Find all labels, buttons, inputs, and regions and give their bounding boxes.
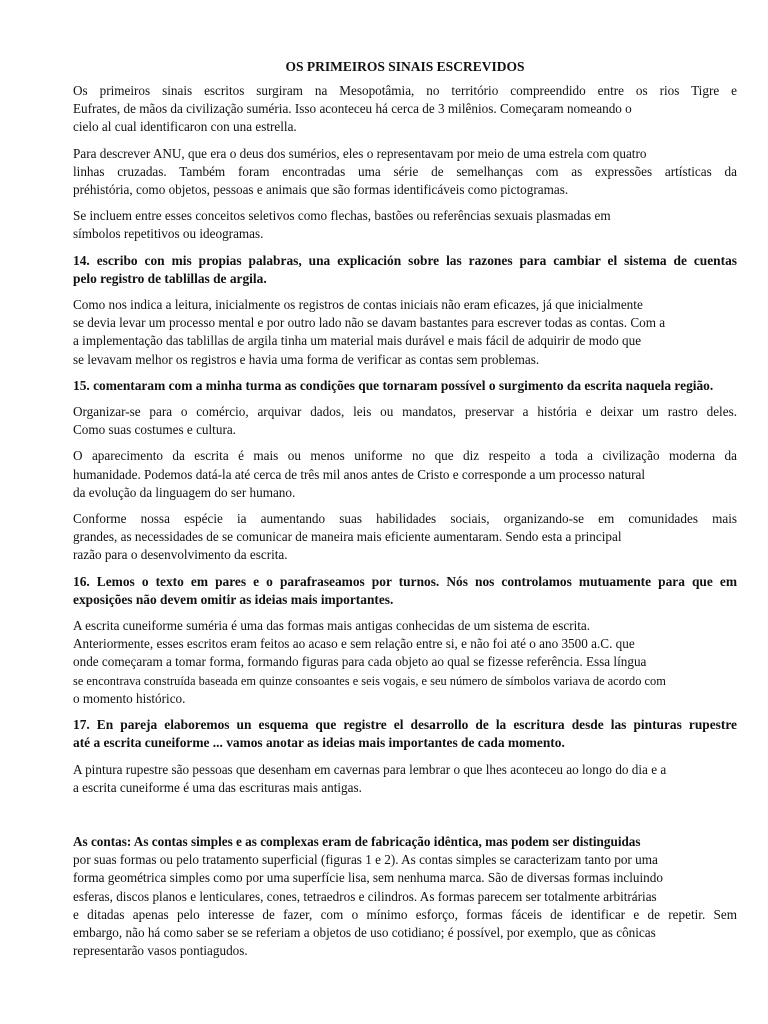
heading-line: 17. En pareja elaboremos un esquema que registre el desarrollo de la escritura desde las pinturas rupestre	[73, 717, 737, 733]
text-line: embargo, não há como saber se se referiam a objetos de uso cotidiano; é possível, por exemplo, que as cônicas	[73, 924, 656, 940]
text-line: da evolução da linguagem do ser humano.	[73, 484, 296, 500]
text-line: Como suas costumes e cultura.	[73, 422, 236, 438]
heading-line: exposições não devem omitir as ideias mais importantes.	[73, 591, 394, 607]
text-line: Para descrever ANU, que era o deus dos sumérios, eles o representavam por meio de uma estrela com quatro	[73, 145, 647, 161]
text-line: Anteriormente, esses escritos eram feitos ao acaso e sem relação entre si, e não foi até o ano 3500 a.C. que	[73, 636, 635, 652]
text-line: Conforme nossa espécie ia aumentando suas habilidades sociais, organizando-se em comunidades mais	[73, 511, 737, 527]
text-line: Organizar-se para o comércio, arquivar dados, leis ou mandatos, preservar a história e deixar um rastro deles.	[73, 404, 737, 420]
answer-17-paragraph	[73, 761, 737, 797]
text-line: Eufrates, de mãos da civilização suméria. Isso aconteceu há cerca de 3 milênios. Começaram nomeando o	[73, 101, 632, 117]
text-line: linhas cruzadas. Também foram encontradas uma série de semelhanças com as expressões artísticas da	[73, 163, 737, 179]
text-line: forma geométrica simples como por uma superfície lisa, sem nenhuma marca. São de diversas formas incluindo	[73, 870, 663, 886]
paragraph-ideograms	[73, 207, 737, 243]
text-line: por suas formas ou pelo tratamento superficial (figuras 1 e 2). As contas simples se caracterizam tanto por uma	[73, 852, 658, 868]
text-line: símbolos repetitivos ou ideogramas.	[73, 226, 264, 242]
text-line: préhistória, como objetos, pessoas e animais que são formas identificáveis como pictogramas.	[73, 182, 569, 198]
document-title: OS PRIMEIROS SINAIS ESCREVIDOS	[285, 59, 525, 74]
text-line: A escrita cuneiforme suméria é uma das formas mais antigas conhecidas de um sistema de escrita.	[73, 618, 591, 634]
text-line: e ditadas apenas pelo interesse de fazer, com o mínimo esforço, formas fáceis de identificar e de repetir. Sem	[73, 906, 737, 922]
text-line: se encontrava construída baseada em quinze consoantes e seis vogais, e seu número de símbolos variava de acordo com	[73, 673, 666, 688]
text-line: a escrita cuneiforme é uma das escrituras mais antigas.	[73, 779, 362, 795]
answer-15-paragraph-3	[73, 510, 737, 565]
text-line: esferas, discos planos e lenticulares, cones, tetraedros e cilindros. As formas parecem ser totalmente arbitrárias	[73, 888, 657, 904]
text-line: se devia levar um processo mental e por outro lado não se davam bastantes para escrever todas as contas. Com a	[73, 315, 666, 331]
heading-line: 16. Lemos o texto em pares e o parafraseamos por turnos. Nós nos controlamos mutuamente para que em	[73, 573, 737, 589]
text-line: Como nos indica a leitura, inicialmente os registros de contas iniciais não eram eficazes, já que inicialmente	[73, 297, 643, 313]
question-16-heading	[73, 573, 737, 609]
paragraph-intro	[73, 82, 737, 137]
answer-15-paragraph-2	[73, 447, 737, 502]
text-line: grandes, as necessidades de se comunicar de maneira mais eficiente aumentaram. Sendo esta a principal	[73, 529, 622, 545]
answer-15-paragraph-1	[73, 403, 737, 439]
text-line: Os primeiros sinais escritos surgiram na Mesopotâmia, no território compreendido entre os rios Tigre e	[73, 83, 737, 98]
text-line: se levavam melhor os registros e havia uma forma de verificar as contas sem problemas.	[73, 351, 540, 367]
section-spacer	[73, 805, 737, 833]
text-line: o momento histórico.	[73, 690, 186, 706]
paragraph-anu	[73, 145, 737, 200]
text-line: cielo al cual identificaron con una estrella.	[73, 119, 297, 135]
answer-14-paragraph	[73, 296, 737, 369]
contas-heading-line: As contas: As contas simples e as complexas eram de fabricação idêntica, mas podem ser distinguidas	[73, 833, 641, 849]
text-line: humanidade. Podemos datá-la até cerca de três mil anos antes de Cristo e corresponde a um processo natural	[73, 466, 645, 482]
heading-line: 14. escribo con mis propias palabras, una explicación sobre las razones para cambiar el sistema de cuentas	[73, 252, 737, 268]
heading-line: até a escrita cuneiforme ... vamos anotar as ideias mais importantes de cada momento.	[73, 735, 565, 751]
text-line: A pintura rupestre são pessoas que desenham em cavernas para lembrar o que lhes aconteceu ao longo do dia e a	[73, 761, 667, 777]
document-page	[73, 58, 737, 968]
question-15-heading	[73, 377, 737, 395]
heading-line: pelo registro de tablillas de argila.	[73, 270, 267, 286]
text-line: a implementação das tablillas de argila tinha um material mais durável e mais fácil de adquirir de modo que	[73, 333, 642, 349]
text-line: Se incluem entre esses conceitos seletivos como flechas, bastões ou referências sexuais plasmadas em	[73, 208, 611, 224]
text-line: onde começaram a tomar forma, formando figuras para cada objeto ao qual se fizesse referência. Essa língua	[73, 654, 647, 670]
answer-16-paragraph	[73, 617, 737, 708]
question-17-heading	[73, 716, 737, 752]
text-line: razão para o desenvolvimento da escrita.	[73, 547, 288, 563]
text-line: representarão vasos pontiagudos.	[73, 943, 248, 959]
paragraph-contas	[73, 833, 737, 960]
question-14-heading	[73, 252, 737, 288]
text-line: O aparecimento da escrita é mais ou menos uniforme no que diz respeito a toda a civilização moderna da	[73, 448, 737, 464]
heading-line: 15. comentaram com a minha turma as condições que tornaram possível o surgimento da escrita naquela região.	[73, 377, 714, 393]
